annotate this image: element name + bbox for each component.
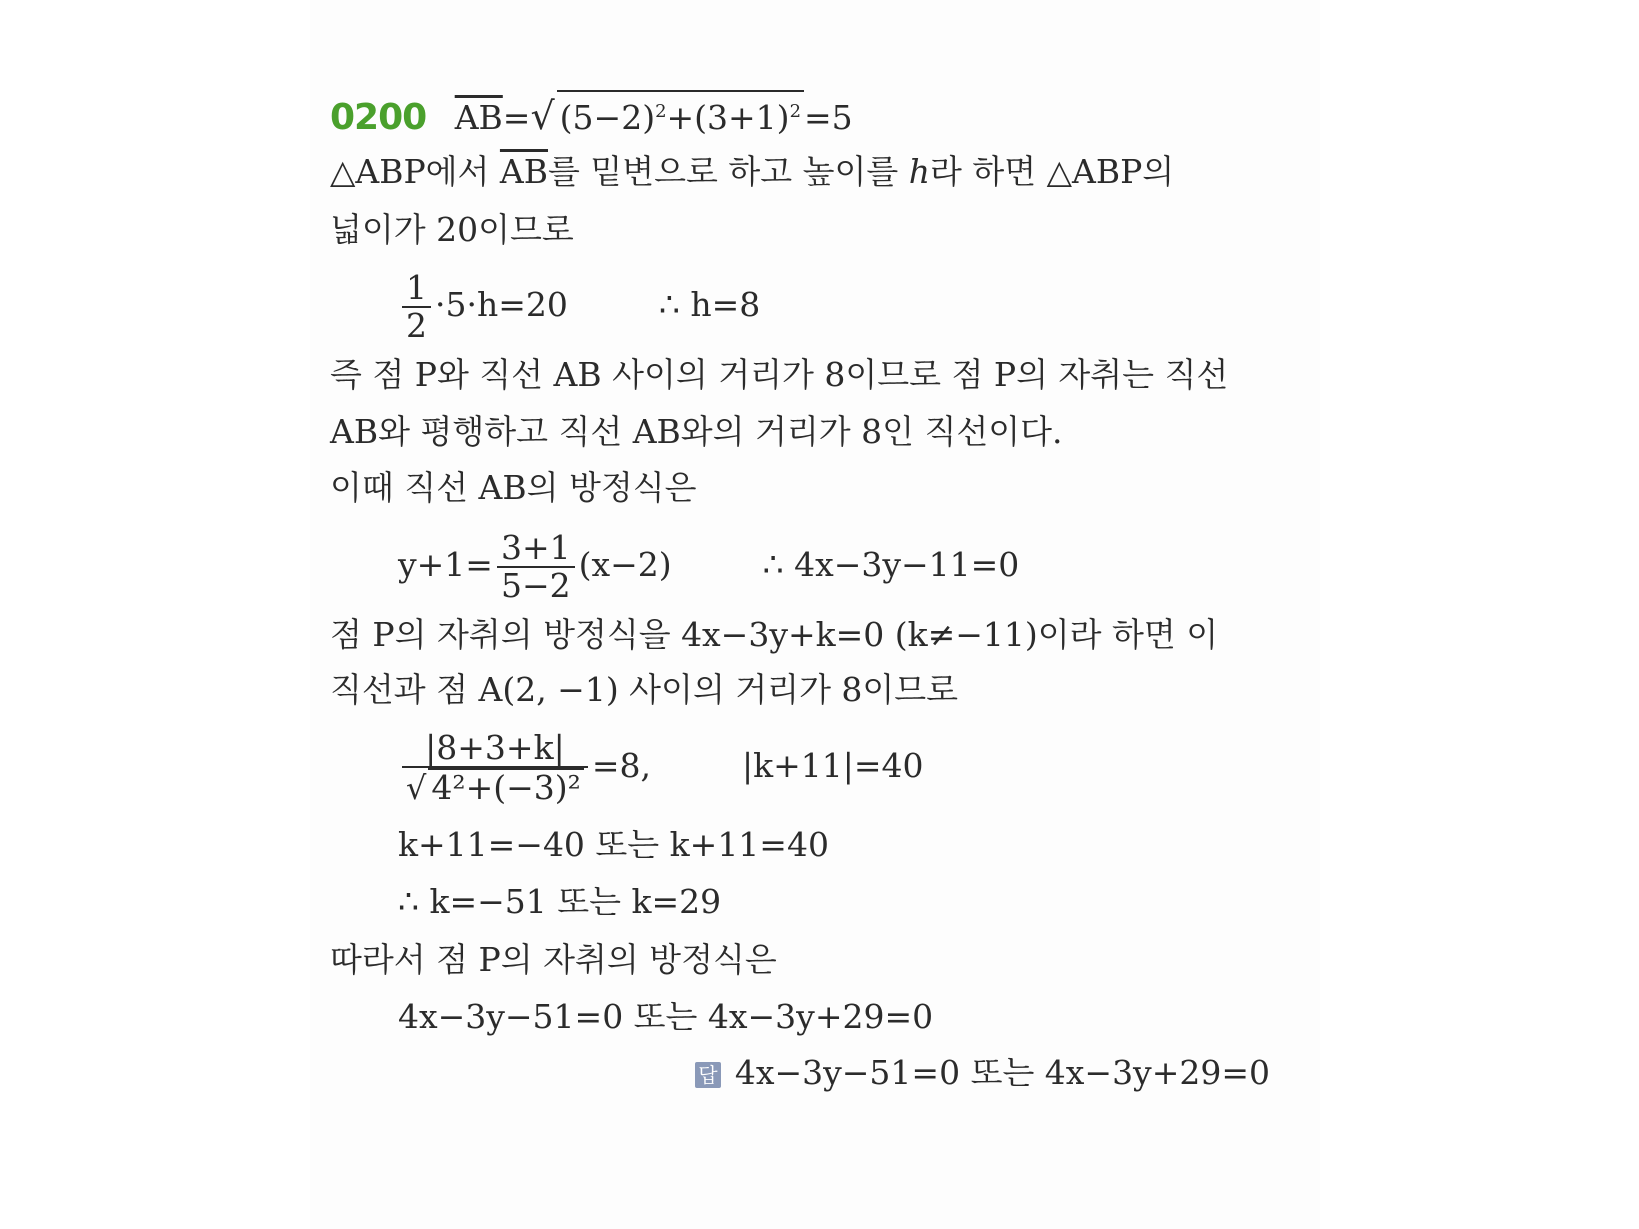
area-equation: $\frac{1}{2}$ ·5·h=20 ∴ h=8 <box>398 270 760 344</box>
line-12: k+11=−40 또는 k+11=40 <box>398 825 829 864</box>
answer-line <box>695 1053 1270 1093</box>
line-5: 즉 점 P와 직선 AB 사이의 거리가 8이므로 점 P의 자취는 직선 <box>330 355 1229 394</box>
problem-number: 0200 <box>330 97 427 138</box>
line-6: AB와 평행하고 직선 AB와의 거리가 8인 직선이다. <box>330 412 1063 451</box>
line-1 <box>330 90 853 138</box>
line-15: 4x−3y−51=0 또는 4x−3y+29=0 <box>398 997 934 1036</box>
line-14: 따라서 점 P의 자취의 방정식은 <box>330 940 777 979</box>
line-3: 넓이가 20이므로 <box>330 210 574 249</box>
line-ab-equation: y+1= $\frac{3+1}{5-2}$ (x−2) ∴ 4x−3y−11=0 <box>398 528 1020 605</box>
answer-text: 4x−3y−51=0 또는 4x−3y+29=0 <box>734 1053 1270 1092</box>
line-2: △ABP에서 $\overline{AB}$를 밑변으로 하고 높이를 h라 하면 △ABP의 <box>330 152 1175 191</box>
line-9: 점 P의 자취의 방정식을 4x−3y+k=0 (k≠−11)이라 하면 이 <box>330 615 1219 654</box>
line-10: 직선과 점 A(2, −1) 사이의 거리가 8이므로 <box>330 670 959 709</box>
line-7: 이때 직선 AB의 방정식은 <box>330 468 697 507</box>
slope-fraction: $\frac{3+1}{5-2}$ <box>497 530 575 604</box>
answer-icon: 답 <box>695 1062 721 1088</box>
line-13: ∴ k=−51 또는 k=29 <box>398 882 722 921</box>
distance-equation: $\frac{|8+3+k|}{\text{√ 4²+(−3)²}}$ =8, |k+11|=40 <box>398 730 924 806</box>
distance-fraction: $\frac{|8+3+k|}{\text{√ 4²+(−3)²}}$ <box>402 730 588 806</box>
fraction-one-half: $\frac{1}{2}$ <box>402 270 431 344</box>
ab-length-equation: $\overline{AB}=√$ $(5-2)^2+(3+1)^2=5$ <box>455 98 853 137</box>
